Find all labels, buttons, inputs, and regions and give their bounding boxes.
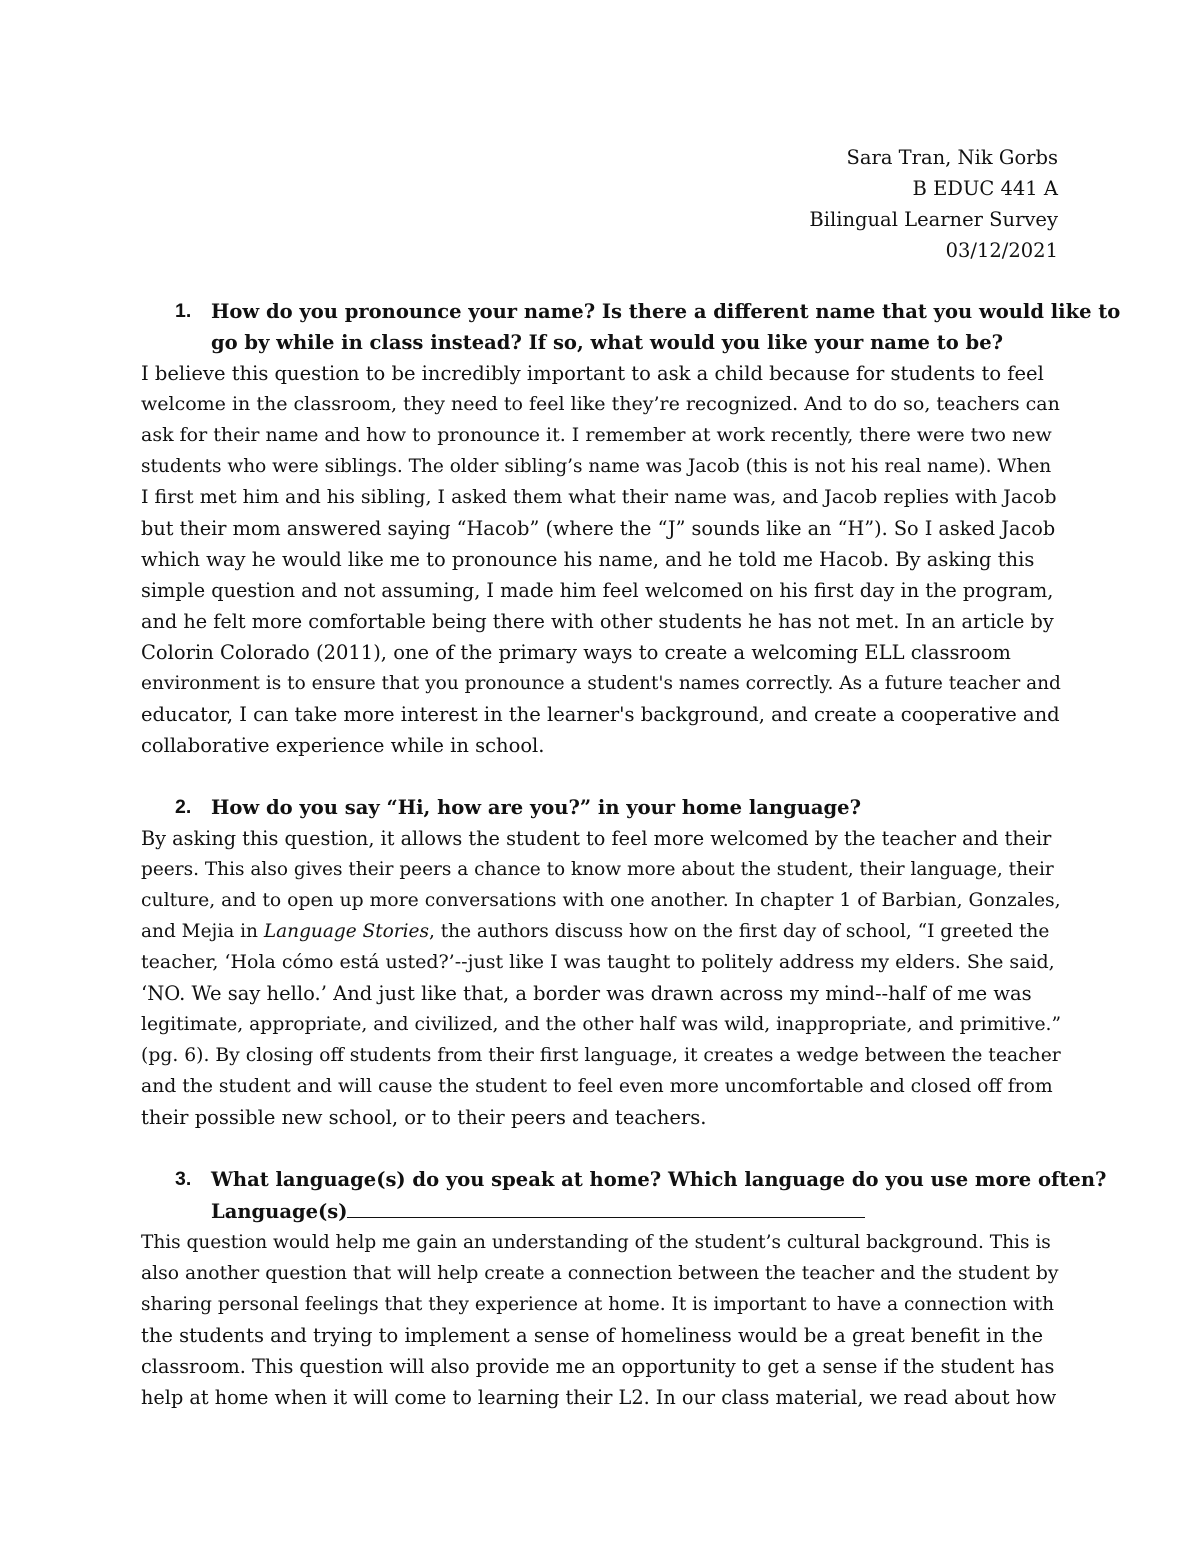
- answer-paragraph-1: [141, 358, 1061, 761]
- document-title: Bilingual Learner Survey: [809, 208, 1058, 231]
- answer-line: classroom. This question will also provide me an opportunity to get a sense if the student has: [141, 1355, 1055, 1378]
- answer-line: Colorin Colorado (2011), one of the primary ways to create a welcoming ELL classroom: [141, 641, 1011, 664]
- answer-paragraph-3: [141, 1227, 1061, 1413]
- answer-paragraph-2: [141, 823, 1061, 1133]
- answer-line: welcome in the classroom, they need to feel like they’re recognized. And to do so, teachers can: [141, 393, 1060, 415]
- answer-line: help at home when it will come to learning their L2. In our class material, we read about how: [141, 1386, 1057, 1409]
- answer-line: which way he would like me to pronounce his name, and he told me Hacob. By asking this: [141, 548, 1035, 571]
- question-heading-line: How do you pronounce your name? Is there a different name that you would like to: [211, 300, 1121, 323]
- question-number-3: 3.: [175, 1168, 192, 1190]
- question-heading-2: [141, 792, 1061, 823]
- document-date: 03/12/2021: [945, 239, 1058, 262]
- answer-text-fragment: , the authors discuss how on the first day of school, “I greeted the: [428, 921, 1050, 942]
- answer-line: By asking this question, it allows the student to feel more welcomed by the teacher and their: [141, 827, 1052, 850]
- answer-line: teacher, ‘Hola cómo está usted?’--just like I was taught to politely address my elders. She said,: [141, 951, 1055, 973]
- answer-line: but their mom answered saying “Hacob” (where the “J” sounds like an “H”). So I asked Jacob: [141, 517, 1056, 540]
- answer-line-with-title: [141, 916, 1061, 947]
- language-blank-field: [347, 1195, 865, 1218]
- question-section-1: [141, 296, 1121, 761]
- document-header: [809, 142, 1058, 266]
- question-number-2: 2.: [175, 796, 192, 818]
- answer-line: students who were siblings. The older sibling’s name was Jacob (this is not his real name). When: [141, 456, 1052, 477]
- answer-line: legitimate, appropriate, and civilized, and the other half was wild, inappropriate, and primitive.”: [141, 1014, 1062, 1035]
- author-names: Sara Tran, Nik Gorbs: [846, 146, 1058, 169]
- question-heading-line: What language(s) do you speak at home? Which language do you use more often?: [211, 1168, 1107, 1191]
- question-heading-1: [141, 296, 1121, 358]
- answer-line: I believe this question to be incredibly important to ask a child because for students to feel: [141, 362, 1044, 385]
- answer-line: (pg. 6). By closing off students from their first language, it creates a wedge between the teacher: [141, 1045, 1061, 1066]
- answer-line: peers. This also gives their peers a chance to know more about the student, their language, their: [141, 859, 1054, 880]
- answer-line: ask for their name and how to pronounce it. I remember at work recently, there were two new: [141, 424, 1052, 446]
- book-title: Language Stories: [263, 921, 429, 942]
- answer-line: and he felt more comfortable being there with other students he has not met. In an article by: [141, 610, 1054, 633]
- answer-line: collaborative experience while in school.: [141, 734, 545, 757]
- answer-text-fragment: and Mejia in: [141, 921, 264, 942]
- question-section-3: [141, 1164, 1107, 1413]
- answer-line: and the student and will cause the student to feel even more uncomfortable and closed off from: [141, 1076, 1053, 1097]
- answer-line: sharing personal feelings that they experience at home. It is important to have a connection with: [141, 1294, 1055, 1315]
- answer-line: their possible new school, or to their peers and teachers.: [141, 1106, 707, 1129]
- answer-line: simple question and not assuming, I made him feel welcomed on his first day in the program,: [141, 579, 1054, 602]
- answer-line: also another question that will help create a connection between the teacher and the student by: [141, 1263, 1059, 1284]
- question-heading-3: [141, 1164, 1107, 1227]
- language-blank-label: Language(s): [211, 1200, 348, 1223]
- language-blank-line: [211, 1195, 1061, 1227]
- question-number-1: 1.: [175, 300, 192, 322]
- answer-line: This question would help me gain an understanding of the student’s cultural background. This is: [141, 1232, 1051, 1253]
- answer-line: culture, and to open up more conversations with one another. In chapter 1 of Barbian, Gonzales,: [141, 890, 1061, 911]
- answer-line: the students and trying to implement a sense of homeliness would be a great benefit in the: [141, 1324, 1044, 1347]
- answer-line: environment is to ensure that you pronounce a student's names correctly. As a future teacher and: [141, 673, 1061, 694]
- answer-line: ‘NO. We say hello.’ And just like that, a border was drawn across my mind--half of me was: [141, 982, 1032, 1005]
- question-heading-line: go by while in class instead? If so, what would you like your name to be?: [211, 331, 1004, 354]
- question-section-2: [141, 792, 1061, 1133]
- course-code: B EDUC 441 A: [912, 177, 1058, 200]
- answer-line: educator, I can take more interest in the learner's background, and create a cooperative and: [141, 703, 1060, 726]
- answer-line: I first met him and his sibling, I asked them what their name was, and Jacob replies with Jacob: [141, 486, 1057, 508]
- question-heading-line: How do you say “Hi, how are you?” in your home language?: [211, 796, 862, 819]
